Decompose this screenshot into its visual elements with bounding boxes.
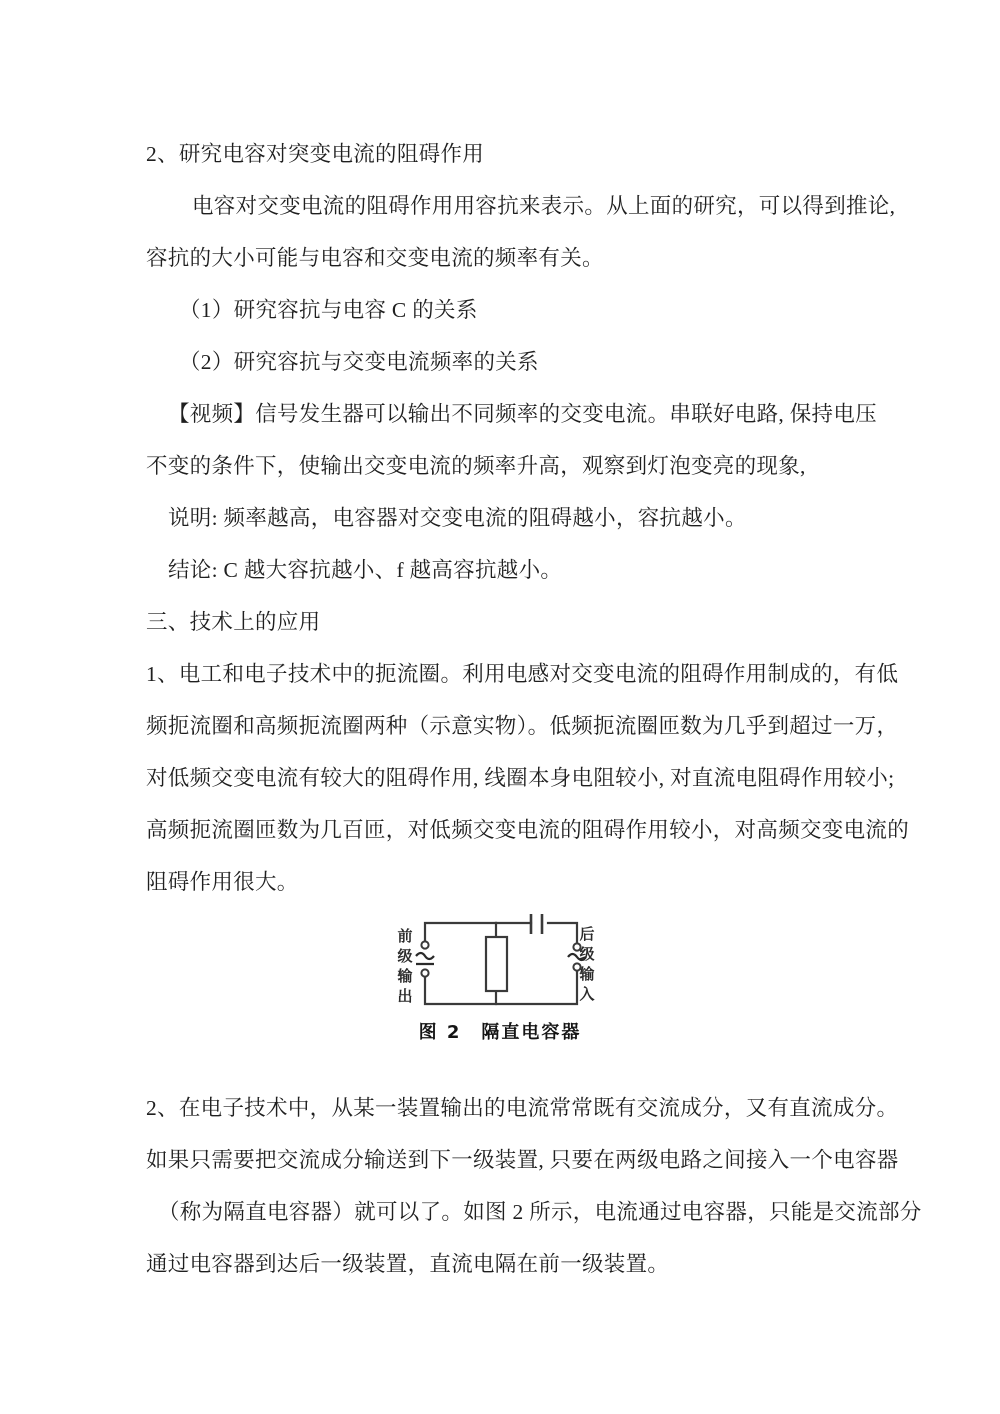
heading-study-capacitor: 2、研究电容对突变电流的阻碍作用: [146, 142, 485, 166]
label-previous-stage-output: 前 级 输 出: [397, 927, 413, 1005]
paragraph-choke-line5: 阻碍作用很大。: [146, 870, 299, 894]
list-item-1: （1）研究容抗与电容 C 的关系: [179, 298, 478, 322]
heading-technical-application: 三、技术上的应用: [146, 610, 321, 634]
figure-blocking-capacitor: [0, 912, 1000, 1060]
paragraph-video-line2: 不变的条件下，使输出交变电流的频率升高，观察到灯泡变亮的现象,: [146, 454, 806, 478]
paragraph-video-line1: 【视频】信号发生器可以输出不同频率的交变电流。串联好电路, 保持电压: [168, 402, 877, 426]
terminal-left-top: [421, 941, 428, 948]
paragraph-choke-line1: 1、电工和电子技术中的扼流圈。利用电感对交变电流的阻碍作用制成的，有低: [146, 662, 899, 686]
label-next-stage-input: 后 级 输 入: [579, 925, 595, 1003]
ac-source-symbol-left: [416, 953, 434, 964]
circuit-diagram: [390, 912, 636, 1016]
document-body-after-figure: [146, 1082, 922, 1290]
paragraph-dc-line3: （称为隔直电容器）就可以了。如图 2 所示，电流通过电容器，只能是交流部分: [158, 1200, 922, 1224]
terminal-left-bottom: [421, 969, 428, 976]
paragraph-choke-line2: 频扼流圈和高频扼流圈两种（示意实物）。低频扼流圈匝数为几乎到超过一万，: [146, 714, 899, 738]
figure-caption: 图 2 隔直电容器: [418, 1022, 582, 1043]
paragraph-capacitive-reactance-line2: 容抗的大小可能与电容和交变电流的频率有关。: [146, 246, 604, 270]
circuit-schematic-svg: [390, 912, 636, 1016]
paragraph-conclusion: 结论: C 越大容抗越小、f 越高容抗越小。: [168, 558, 563, 582]
document-body: [146, 128, 910, 908]
paragraph-choke-line4: 高频扼流圈匝数为几百匝，对低频交变电流的阻碍作用较小，对高频交变电流的: [146, 818, 910, 842]
paragraph-dc-line4: 通过电容器到达后一级装置，直流电隔在前一级装置。: [146, 1252, 670, 1276]
paragraph-dc-line2: 如果只需要把交流成分输送到下一级装置, 只要在两级电路之间接入一个电容器: [146, 1148, 899, 1172]
paragraph-dc-line1: 2、在电子技术中，从某一装置输出的电流常常既有交流成分，又有直流成分。: [146, 1096, 899, 1120]
list-item-2: （2）研究容抗与交变电流频率的关系: [179, 350, 539, 374]
capacitor-symbol: [531, 914, 542, 934]
paragraph-explanation: 说明: 频率越高，电容器对交变电流的阻碍越小，容抗越小。: [168, 506, 747, 530]
paragraph-capacitive-reactance-line1: 电容对交变电流的阻碍作用用容抗来表示。从上面的研究，可以得到推论,: [192, 194, 896, 218]
resistor-symbol: [486, 937, 507, 991]
paragraph-choke-line3: 对低频交变电流有较大的阻碍作用, 线圈本身电阻较小, 对直流电阻碍作用较小;: [146, 766, 895, 790]
